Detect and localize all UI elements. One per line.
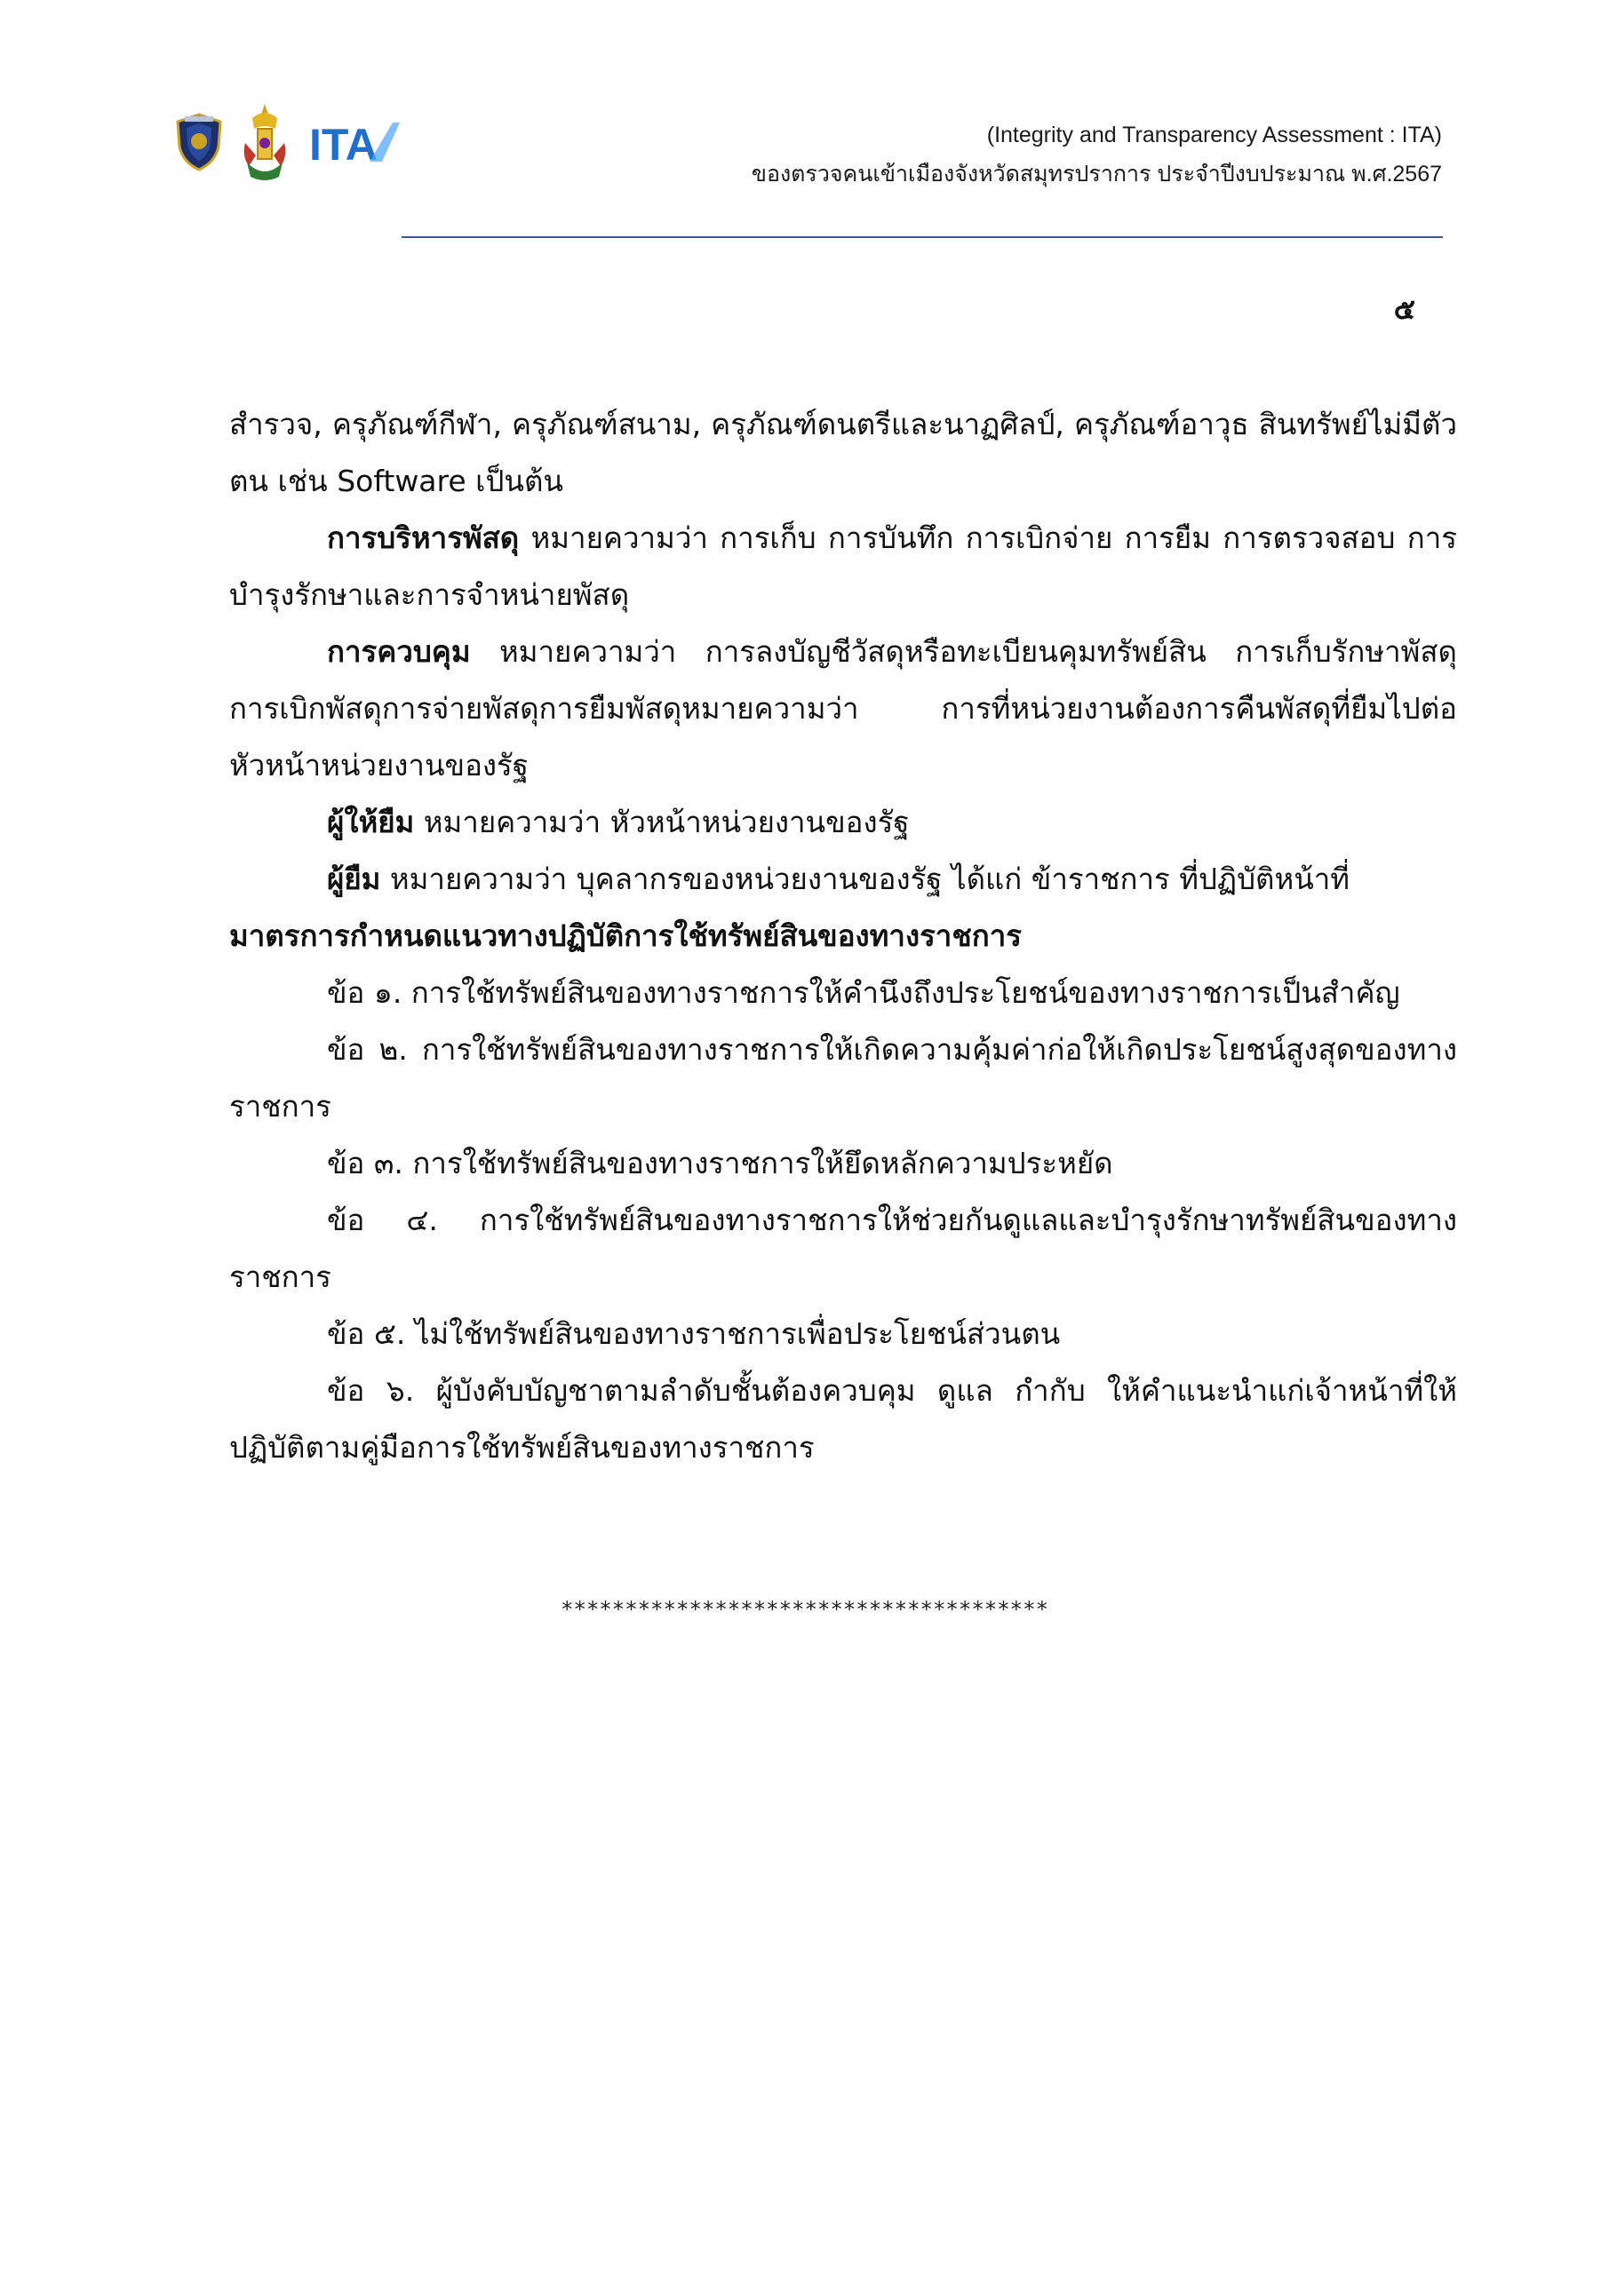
definition-lender: หมายความว่า หัวหน้าหน่วยงานของรัฐ — [414, 805, 910, 839]
closing-separator: ************************************** — [560, 1597, 1049, 1622]
ita-logo-text: ITA — [309, 120, 378, 167]
definition-supply-management: หมายความว่า การเก็บ การบันทึก การเบิกจ่าย การยืม การตรวจสอบ การบำรุงรักษาและการจำหน่ายพัสดุ — [229, 520, 1457, 612]
document-body — [229, 396, 1457, 1476]
section-heading: มาตรการกำหนดแนวทางปฏิบัติการใช้ทรัพย์สินของทางราชการ — [229, 918, 1022, 953]
police-shield-logo — [176, 113, 222, 171]
list-item: ข้อ ๑. การใช้ทรัพย์สินของทางราชการให้คำนึงถึงประโยชน์ของทางราชการเป็นสำคัญ — [327, 975, 1400, 1010]
header-text — [752, 115, 1442, 194]
paragraph-supply-management — [229, 510, 1457, 624]
list-item: ข้อ ๕. ไม่ใช้ทรัพย์สินของทางราชการเพื่อประโยชน์ส่วนตน — [327, 1316, 1061, 1351]
royal-emblem-logo — [240, 102, 290, 182]
header-divider — [402, 236, 1443, 238]
list-item: ข้อ ๒. การใช้ทรัพย์สินของทางราชการให้เกิดความคุ้มค่าก่อให้เกิดประโยชน์สูงสุดของทางราชการ — [229, 1032, 1457, 1124]
list-item: ข้อ ๔. การใช้ทรัพย์สินของทางราชการให้ช่วยกันดูแลและบำรุงรักษาทรัพย์สินของทางราชการ — [229, 1203, 1457, 1294]
term-supply-management: การบริหารพัสดุ — [327, 520, 520, 555]
paragraph-asset-types: สำรวจ, ครุภัณฑ์กีฬา, ครุภัณฑ์สนาม, ครุภัณฑ์ดนตรีและนาฏศิลป์, ครุภัณฑ์อาวุธ สินทรัพย์ไม่มีตัวตน เช่น Software เป็นต้น — [229, 407, 1457, 498]
list-item: ข้อ ๓. การใช้ทรัพย์สินของทางราชการให้ยึดหลักความประหยัด — [327, 1146, 1113, 1180]
list-item: ข้อ ๖. ผู้บังคับบัญชาตามลำดับชั้นต้องควบคุม ดูแล กำกับ ให้คำแนะนำแก่เจ้าหน้าที่ให้ปฏิบัติตามคู่มือการใช้ทรัพย์สินของทางราชการ — [229, 1373, 1457, 1465]
definition-borrower: หมายความว่า บุคลากรของหน่วยงานของรัฐ ได้แก่ ข้าราชการ ที่ปฏิบัติหน้าที่ — [380, 862, 1350, 896]
page-number: ๕ — [1393, 292, 1415, 326]
paragraph-borrower — [229, 851, 1457, 908]
ita-logo — [307, 117, 405, 167]
term-lender: ผู้ให้ยืม — [327, 805, 415, 839]
paragraph-lender — [229, 794, 1457, 851]
header-line-1: (Integrity and Transparency Assessment : ITA) — [986, 123, 1442, 147]
term-control: การควบคุม — [327, 634, 471, 669]
header-line-2: ของตรวจคนเข้าเมืองจังหวัดสมุทรปราการ ประจำปีงบประมาณ พ.ศ.2567 — [751, 162, 1442, 187]
header-logos — [176, 99, 405, 185]
paragraph-control — [229, 624, 1457, 794]
definition-control: หมายความว่า การลงบัญชีวัสดุหรือทะเบียนคุมทรัพย์สิน การเก็บรักษาพัสดุ การเบิกพัสดุการจ่ายพัสดุการยืมพัสดุหมายความว่า การที่หน่วยงานต้องการคืนพัสดุที่ยืมไปต่อหัวหน้าหน่วยงานของรัฐ — [229, 634, 1457, 783]
term-borrower: ผู้ยืม — [327, 862, 381, 896]
